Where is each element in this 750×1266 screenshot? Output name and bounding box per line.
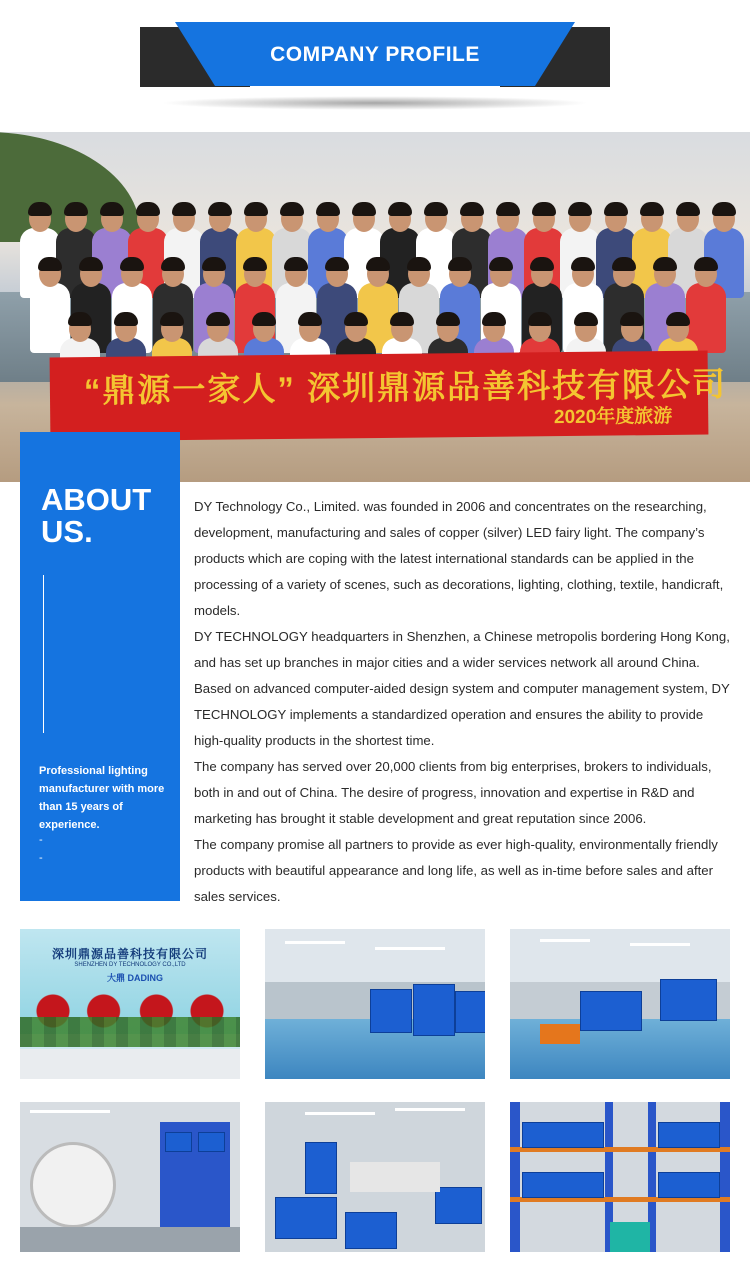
about-heading-line2: US. (41, 514, 93, 549)
reception-sign-en: SHENZHEN DY TECHNOLOGY CO.,LTD (74, 962, 186, 968)
reception-floor (20, 1049, 240, 1079)
team-photo (0, 132, 750, 482)
about-paragraph: DY TECHNOLOGY headquarters in Shenzhen, a Chinese metropolis bordering Hong Kong, and has set up branches in major cities and a wider services network all around China. Based on advanced computer-aided design system and computer management system, DY TECHNOLOGY implements a standardized operation and ensures the ability to provide high-quality products in the shortest time. (194, 629, 730, 748)
about-dash: - (39, 834, 43, 846)
about-paragraph: The company promise all partners to provide as ever high-quality, environmentally friendly products with beautiful appearance and long life, as well as in-time before sales and after sales services. (194, 837, 718, 904)
page-title: COMPANY PROFILE (270, 43, 480, 66)
flag-text-main: “鼎源一家人” 深圳鼎源品善科技有限公司 (83, 365, 728, 410)
about-body (194, 494, 734, 910)
about-heading (41, 484, 151, 548)
reception-plants (20, 1017, 240, 1047)
assembly-photo (265, 1102, 485, 1252)
work-table (350, 1162, 440, 1192)
flag-text-year: 2020年度旅游 (553, 405, 673, 429)
about-paragraph: DY Technology Co., Limited. was founded in 2006 and concentrates on the researching, development, manufacturing and sales of copper (silver) LED fairy light. The company’s products which are coping with the latest international standards can be applied in the processing of a variety of scenes, such as decorations, lighting, clothing, textile, handicraft, models. (194, 499, 724, 618)
pallet-jack (540, 1024, 580, 1044)
about-tagline: Professional lighting manufacturer with more than 15 years of experience. (39, 765, 165, 831)
storage-racks-photo (510, 1102, 730, 1252)
team-banner-flag (50, 351, 728, 442)
about-heading-line1: ABOUT (41, 482, 152, 517)
reception-photo (20, 929, 240, 1079)
about-divider (43, 575, 44, 733)
reception-logo: 大鼎 DADING (107, 973, 163, 983)
about-dash: - (39, 852, 43, 864)
about-panel (20, 432, 180, 901)
warehouse-photo (510, 929, 730, 1079)
about-paragraph: The company has served over 20,000 clients from big enterprises, brokers to individuals, both in and out of China. The desire of progress, innovation and expertise in R&D and marketing has brought it stable development and great reputation since 2006. (194, 759, 712, 826)
lab-photo (20, 1102, 240, 1252)
test-machine (30, 1142, 116, 1228)
banner-shadow (160, 96, 590, 110)
reception-sign-cn: 深圳鼎源品善科技有限公司 (51, 947, 208, 961)
header-banner (140, 22, 610, 86)
workshop-photo (265, 929, 485, 1079)
